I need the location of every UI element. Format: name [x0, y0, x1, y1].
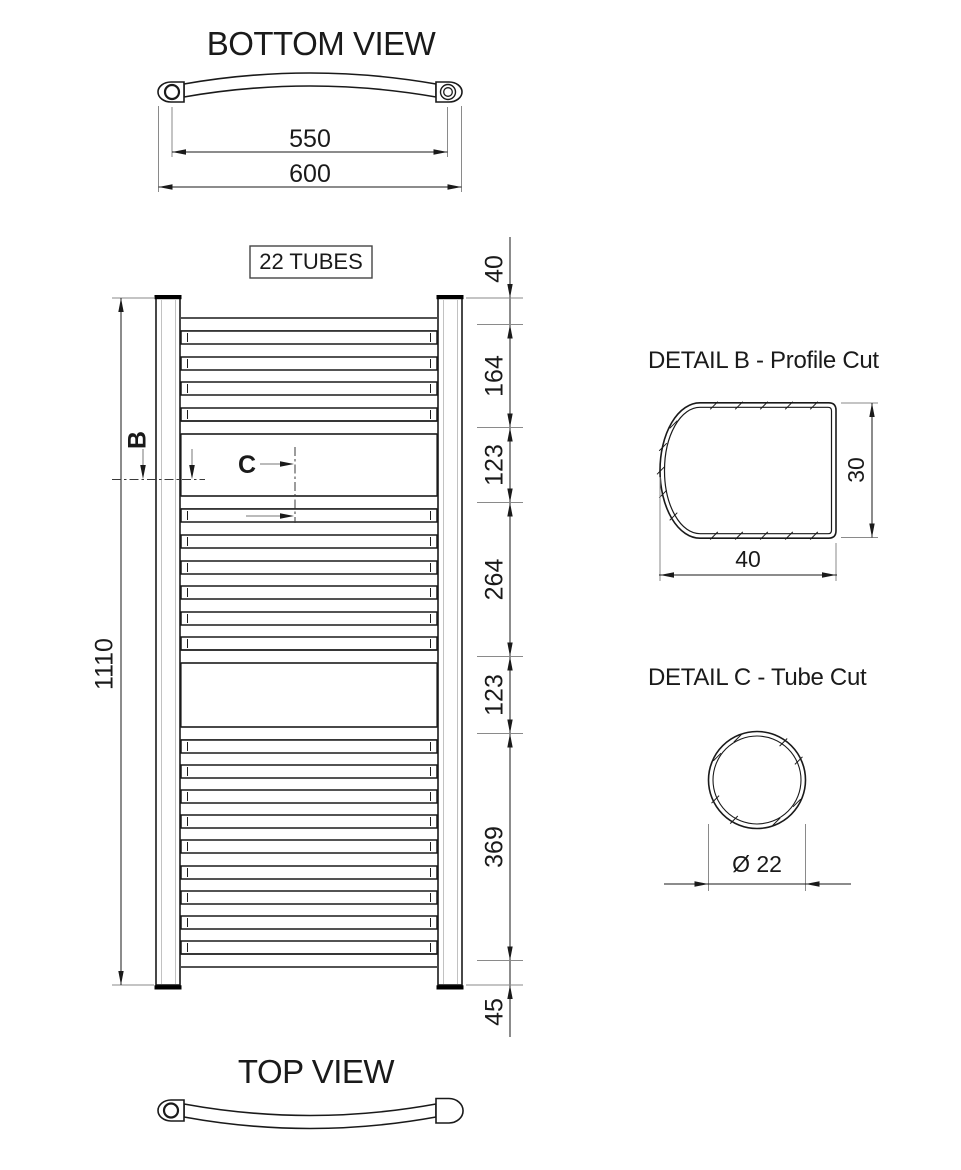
arrow-icon	[159, 184, 173, 189]
tube	[181, 916, 437, 929]
tube-silhouette-band	[181, 318, 437, 331]
chain-dim-label: 123	[480, 674, 509, 716]
arrow-icon	[507, 643, 512, 657]
section-b-label: B	[123, 430, 152, 450]
chain-dim-label: 369	[480, 826, 509, 868]
tube	[181, 790, 437, 803]
arrow-icon	[507, 325, 512, 339]
tube-silhouette-band	[181, 421, 437, 434]
bottom-view-curved-bar	[184, 73, 436, 97]
dim-600-label: 600	[289, 160, 331, 188]
arrow-icon	[507, 947, 512, 961]
profile-outer-contour	[660, 403, 836, 538]
tube-silhouette-band	[181, 954, 437, 967]
section-c-label: C	[237, 451, 257, 479]
chain-dim-label: 45	[480, 998, 509, 1026]
tube	[181, 535, 437, 548]
tube	[181, 637, 437, 650]
arrow-icon	[507, 414, 512, 428]
right-collector-rail	[438, 298, 462, 985]
tube	[181, 357, 437, 370]
tube	[181, 941, 437, 954]
tube	[181, 891, 437, 904]
arrow-icon	[660, 572, 674, 577]
arrow-icon	[140, 465, 146, 479]
arrow-icon	[507, 284, 512, 298]
arrow-icon	[507, 657, 512, 671]
arrow-icon	[118, 298, 123, 312]
rail-cap	[437, 985, 464, 989]
arrow-icon	[118, 971, 123, 985]
tube	[181, 765, 437, 778]
arrow-icon	[172, 149, 186, 154]
bottom-view-title: BOTTOM VIEW	[206, 25, 436, 62]
arrow-icon	[507, 428, 512, 442]
arrow-icon	[507, 720, 512, 734]
towel-gaps	[181, 434, 437, 727]
arrow-icon	[822, 572, 836, 577]
top-view-title: TOP VIEW	[237, 1053, 395, 1090]
dim-40-label: 40	[735, 546, 761, 572]
dim-550-label: 550	[289, 125, 331, 153]
arrow-icon	[280, 461, 294, 466]
towel-gap	[181, 434, 437, 496]
arrow-icon	[806, 881, 820, 886]
detail-c-title: DETAIL C - Tube Cut	[648, 664, 867, 691]
overall-height-dim	[91, 298, 154, 985]
tube-bands	[181, 318, 437, 967]
chain-dim-label: 123	[480, 444, 509, 486]
detail-b	[648, 347, 879, 581]
arrow-icon	[695, 881, 709, 886]
arrow-icon	[434, 149, 448, 154]
tube-silhouette-band	[181, 650, 437, 663]
rail-cap	[155, 985, 182, 989]
tube-silhouette-band	[181, 727, 437, 740]
tube	[181, 509, 437, 522]
chain-dim-label: 264	[480, 558, 509, 601]
top-view-curved-bar	[184, 1104, 436, 1129]
dim-30-label: 30	[843, 457, 870, 483]
arrow-icon	[507, 985, 512, 999]
arrow-icon	[189, 465, 195, 479]
chain-dim-label: 40	[480, 255, 509, 283]
arrow-icon	[448, 184, 462, 189]
arrow-icon	[507, 734, 512, 748]
right-dimension-chain	[466, 237, 523, 1037]
arrow-icon	[507, 489, 512, 503]
tube	[181, 740, 437, 753]
bottom-view	[158, 25, 462, 192]
top-view	[158, 1053, 463, 1129]
left-collector-rail	[156, 298, 180, 985]
tube-silhouette-band	[181, 496, 437, 509]
arrow-icon	[869, 524, 874, 538]
rail-cap	[437, 295, 464, 299]
tubes-count-label: 22 TUBES	[259, 249, 363, 274]
tube	[181, 382, 437, 395]
front-view	[91, 237, 523, 1037]
rail-cap	[155, 295, 182, 299]
detail-c	[648, 664, 867, 891]
top-view-right-bracket	[436, 1099, 463, 1124]
tube	[181, 866, 437, 879]
chain-dim-label: 164	[480, 355, 509, 397]
dim-1110-label: 1110	[90, 638, 119, 690]
tube	[181, 561, 437, 574]
tube	[181, 815, 437, 828]
tube	[181, 586, 437, 599]
towel-gap	[181, 663, 437, 727]
dim-diameter-label: Ø 22	[732, 851, 782, 877]
detail-b-title: DETAIL B - Profile Cut	[648, 347, 879, 374]
tube	[181, 840, 437, 853]
arrow-icon	[869, 403, 874, 417]
tube	[181, 408, 437, 421]
tube-outer-circle	[709, 732, 806, 829]
arrow-icon	[507, 503, 512, 517]
tube	[181, 612, 437, 625]
tube	[181, 331, 437, 344]
